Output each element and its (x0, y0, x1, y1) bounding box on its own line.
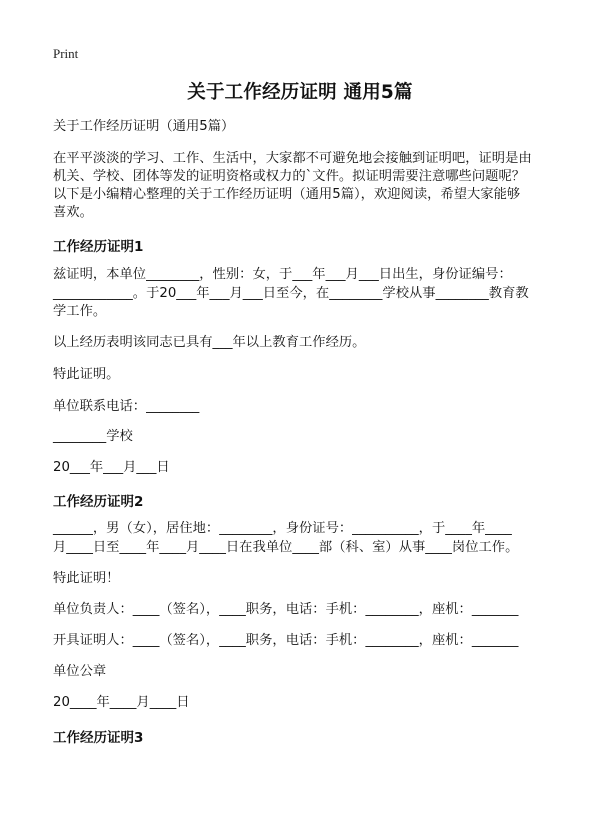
contact-phone-line: 单位联系电话：________ (53, 399, 200, 414)
body-line: ____________。于20___年___月___日至今，在________学校从事________教育教 (53, 286, 529, 301)
section-heading: 工作经历证明3 (53, 730, 144, 746)
special-proof: 特此证明。 (53, 367, 120, 382)
date-line: 20___年___月___日 (53, 460, 170, 475)
experience-line: 以上经历表明该同志已具有___年以上教育工作经历。 (53, 335, 366, 350)
print-link[interactable]: Print (53, 46, 79, 61)
body-line: 学工作。 (53, 304, 107, 319)
body-line: 兹证明，本单位________，性别：女，于___年___月___日出生，身份证编号： (53, 267, 512, 282)
school-line: ________学校 (53, 429, 133, 444)
special-proof: 特此证明！ (53, 571, 120, 586)
page-title: 关于工作经历证明 通用5篇 (187, 82, 413, 103)
intro-line: 以下是小编精心整理的关于工作经历证明（通用5篇），欢迎阅读，希望大家能够 (53, 187, 521, 202)
date-line: 20____年____月____日 (53, 695, 190, 710)
intro-line: 机关、学校、团体等发的证明资格或权力的`文件。拟证明需要注意哪些问题呢？ (53, 169, 526, 184)
intro-line: 喜欢。 (53, 205, 93, 220)
issuer-line: 开具证明人：____（签名），____职务，电话：手机：________，座机：_______ (53, 633, 519, 648)
unit-seal: 单位公章 (53, 664, 107, 679)
body-line: ______，男（女），居住地：________，身份证号：__________，于____年____ (53, 521, 512, 536)
body-line: 月____日至____年____月____日在我单位____部（科、室）从事____岗位工作。 (53, 540, 519, 555)
document-subtitle: 关于工作经历证明（通用5篇） (53, 119, 235, 134)
section-heading: 工作经历证明2 (53, 494, 144, 510)
section-heading: 工作经历证明1 (53, 239, 144, 255)
intro-line: 在平平淡淡的学习、工作、生活中，大家都不可避免地会接触到证明吧，证明是由 (53, 151, 532, 166)
unit-leader-line: 单位负责人：____（签名），____职务，电话：手机：________，座机：_______ (53, 602, 519, 617)
